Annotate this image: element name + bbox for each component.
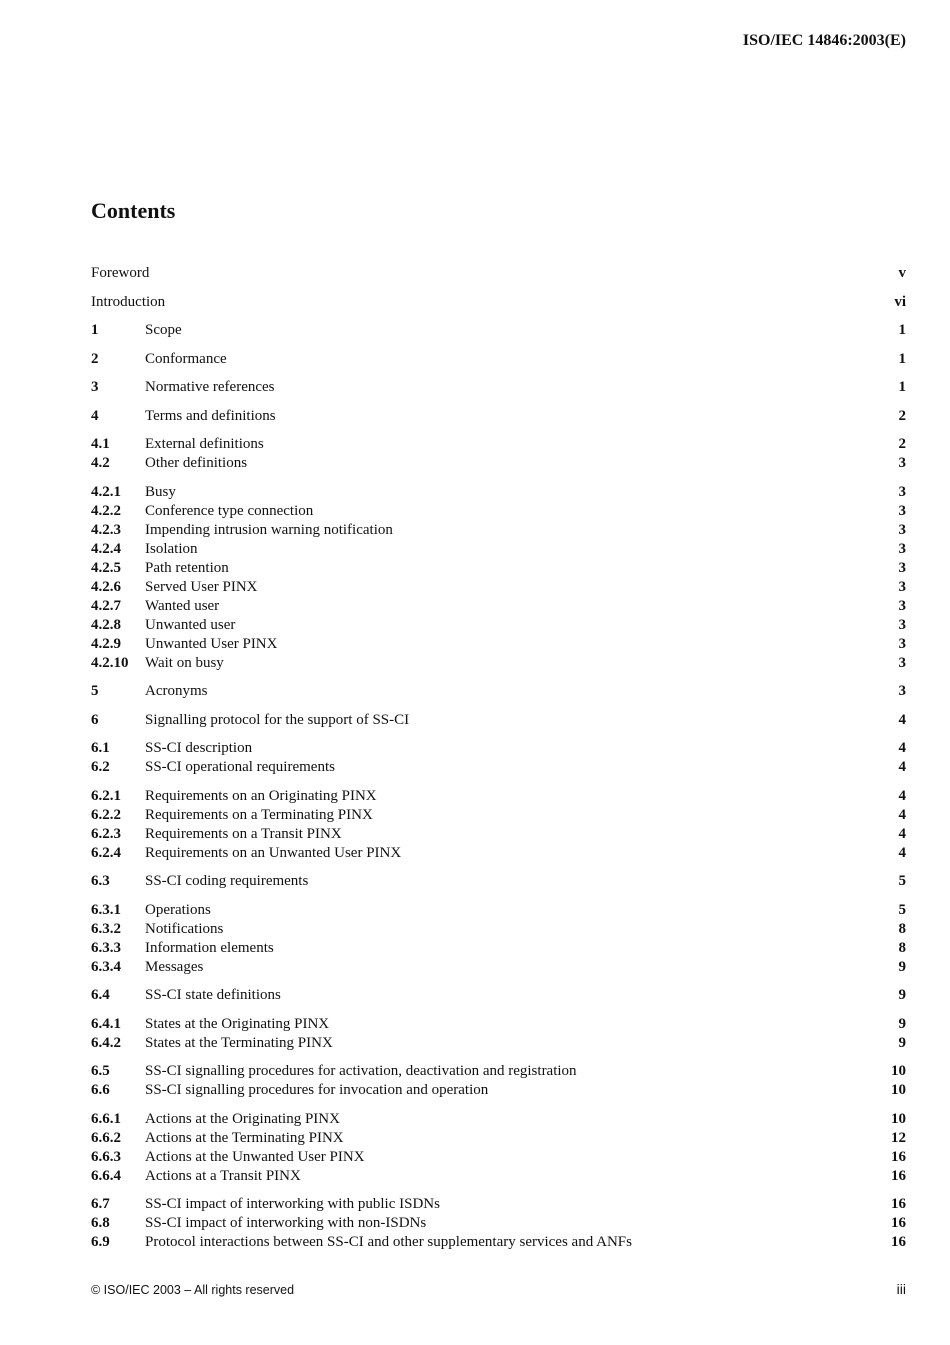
- toc-entry[interactable]: [91, 521, 906, 540]
- footer-copyright: © ISO/IEC 2003 – All rights reserved: [91, 1283, 295, 1297]
- toc-entry-title: SS-CI description: [145, 740, 253, 756]
- toc-entry-page: 8: [898, 920, 906, 937]
- toc-entry-number: 6.4.1: [91, 1015, 121, 1032]
- toc-entry-title: Signalling protocol for the support of SS-CI: [145, 711, 410, 728]
- toc-entry-title: Impending intrusion warning notification: [145, 521, 393, 538]
- toc-entry-page: 9: [898, 1034, 906, 1051]
- toc-entry-title: Busy: [145, 483, 176, 500]
- toc-entry[interactable]: [91, 559, 906, 578]
- toc-entry-number: 5: [91, 683, 99, 699]
- toc-entry-page: 2: [898, 436, 906, 452]
- toc-entry-title: Unwanted User PINX: [145, 635, 278, 652]
- toc-entry-title: SS-CI signalling procedures for activation, deactivation and registration: [145, 1063, 577, 1079]
- toc-entry-number: 4.2.2: [91, 502, 121, 519]
- toc-entry-number: 4: [91, 407, 99, 424]
- toc-entry-page: 8: [898, 939, 906, 956]
- toc-entry-number: 6.3.2: [91, 920, 121, 937]
- toc-entry[interactable]: [91, 654, 906, 673]
- toc-entry-page: 4: [898, 844, 906, 861]
- toc-entry-title: Actions at the Terminating PINX: [145, 1129, 344, 1146]
- toc-entry[interactable]: [91, 711, 906, 730]
- toc-entry-page: 3: [898, 502, 906, 519]
- toc-entry-page: 16: [891, 1215, 906, 1231]
- toc-entry[interactable]: [91, 1148, 906, 1167]
- toc-entry[interactable]: [91, 1062, 906, 1081]
- document-id-header: ISO/IEC 14846:2003(E): [742, 32, 906, 49]
- toc-entry[interactable]: [91, 597, 906, 616]
- page-title: Contents: [91, 198, 176, 223]
- toc-entry-title: Requirements on a Transit PINX: [145, 825, 342, 842]
- toc-entry-page: 3: [898, 483, 906, 500]
- toc-entry-page: 4: [898, 740, 906, 756]
- toc-entry[interactable]: [91, 540, 906, 559]
- toc-entry[interactable]: [91, 454, 906, 473]
- toc-entry-page: 16: [891, 1148, 906, 1165]
- toc-entry[interactable]: [91, 787, 906, 806]
- toc-entry-page: v: [898, 265, 906, 281]
- toc-entry-page: 2: [898, 407, 906, 424]
- toc-entry-title: Conference type connection: [145, 502, 314, 519]
- toc-entry[interactable]: [91, 1034, 906, 1053]
- toc-entry[interactable]: [91, 1167, 906, 1186]
- toc-entry-title: SS-CI impact of interworking with public ISDNs: [145, 1196, 440, 1212]
- toc-entry-number: 6.8: [91, 1215, 110, 1231]
- toc-entry[interactable]: [91, 758, 906, 777]
- toc-entry[interactable]: [91, 739, 906, 758]
- toc-entry-page: 1: [898, 379, 906, 395]
- toc-entry-number: 4.2.1: [91, 483, 121, 500]
- toc-entry-title: SS-CI operational requirements: [145, 759, 335, 775]
- toc-entry-number: 1: [91, 322, 99, 338]
- toc-entry[interactable]: [91, 350, 906, 369]
- toc-entry-page: 1: [898, 350, 906, 367]
- toc-entry-title: Notifications: [145, 920, 224, 937]
- toc-entry-title: Scope: [145, 322, 182, 338]
- toc-entry-number: 4.2.4: [91, 540, 121, 557]
- toc-entry[interactable]: [91, 378, 906, 397]
- toc-entry-page: 5: [898, 873, 906, 889]
- toc-entry[interactable]: [91, 1195, 906, 1214]
- toc-entry-title: Introduction: [91, 293, 166, 310]
- toc-entry-title: Protocol interactions between SS-CI and other supplementary services and ANFs: [145, 1234, 632, 1250]
- toc-entry-number: 6: [91, 711, 99, 728]
- toc-entry-page: 3: [898, 559, 906, 576]
- toc-entry-number: 6.3.1: [91, 901, 121, 918]
- toc-entry-page: 4: [898, 759, 906, 775]
- toc-entry[interactable]: [91, 635, 906, 654]
- toc-entry-title: Wait on busy: [145, 654, 224, 671]
- toc-entry[interactable]: [91, 1129, 906, 1148]
- toc-entry-title: Isolation: [145, 540, 198, 557]
- toc-entry[interactable]: [91, 939, 906, 958]
- toc-entry-number: 6.2.2: [91, 806, 121, 823]
- toc-entry[interactable]: [91, 264, 906, 283]
- toc-entry[interactable]: [91, 986, 906, 1005]
- toc-entry-number: 4.2.5: [91, 559, 121, 576]
- toc-entry-page: 10: [891, 1082, 906, 1098]
- toc-entry-title: Actions at the Unwanted User PINX: [145, 1148, 365, 1165]
- toc-entry[interactable]: [91, 844, 906, 863]
- toc-entry-number: 6.6: [91, 1082, 110, 1098]
- toc-entry-title: SS-CI impact of interworking with non-ISDNs: [145, 1215, 427, 1231]
- toc-entry[interactable]: [91, 1081, 906, 1100]
- toc-entry-page: 3: [898, 616, 906, 633]
- toc-entry-title: Actions at a Transit PINX: [145, 1167, 301, 1184]
- toc-entry-number: 6.3.4: [91, 958, 121, 975]
- toc-entry-title: Foreword: [91, 265, 150, 281]
- toc-entry-title: External definitions: [145, 436, 264, 452]
- toc-entry-number: 6.5: [91, 1063, 110, 1079]
- toc-entry-number: 6.2.3: [91, 825, 121, 842]
- toc-entry-title: Unwanted user: [145, 616, 236, 633]
- toc-entry[interactable]: [91, 578, 906, 597]
- toc-entry-title: States at the Terminating PINX: [145, 1034, 333, 1051]
- toc-entry-title: Messages: [145, 958, 204, 975]
- toc-entry[interactable]: [91, 407, 906, 426]
- toc-entry-page: 4: [898, 825, 906, 842]
- toc-entry-page: 12: [891, 1129, 906, 1146]
- toc-entry-title: Wanted user: [145, 597, 220, 614]
- toc-entry-page: 16: [891, 1167, 906, 1184]
- toc-entry[interactable]: [91, 958, 906, 977]
- toc-entry-number: 6.6.4: [91, 1167, 121, 1184]
- toc-entry-number: 4.2.3: [91, 521, 121, 538]
- toc-entry[interactable]: [91, 1214, 906, 1233]
- toc-entry-title: Actions at the Originating PINX: [145, 1110, 340, 1127]
- toc-entry-title: Requirements on a Terminating PINX: [145, 806, 373, 823]
- toc-entry-number: 2: [91, 350, 99, 367]
- toc-entry-title: SS-CI signalling procedures for invocation and operation: [145, 1082, 489, 1098]
- toc-entry[interactable]: [91, 1015, 906, 1034]
- toc-entry-number: 6.2.1: [91, 787, 121, 804]
- toc-entry[interactable]: [91, 1233, 906, 1252]
- toc-entry-page: 4: [898, 806, 906, 823]
- toc-entry-page: vi: [894, 293, 906, 310]
- toc-entry-title: Terms and definitions: [145, 407, 276, 424]
- toc-entry-title: Normative references: [145, 379, 275, 395]
- toc-entry-title: Requirements on an Unwanted User PINX: [145, 844, 402, 861]
- toc-entry-page: 1: [898, 322, 906, 338]
- toc-entry[interactable]: [91, 920, 906, 939]
- toc-entry[interactable]: [91, 293, 906, 312]
- toc-entry[interactable]: [91, 825, 906, 844]
- toc-entry-page: 9: [898, 958, 906, 975]
- toc-entry-number: 4.1: [91, 436, 110, 452]
- toc-entry[interactable]: [91, 806, 906, 825]
- toc-entry-title: Information elements: [145, 939, 274, 956]
- toc-entry-title: Conformance: [145, 350, 227, 367]
- toc-entry[interactable]: [91, 682, 906, 701]
- toc-entry-number: 6.3: [91, 873, 110, 889]
- toc-entry[interactable]: [91, 502, 906, 521]
- toc-entry-number: 4.2.6: [91, 578, 121, 595]
- toc-entry-page: 3: [898, 654, 906, 671]
- toc-entry[interactable]: [91, 901, 906, 920]
- toc-entry-number: 6.7: [91, 1196, 110, 1212]
- toc-entry-page: 3: [898, 455, 906, 471]
- footer-page-number: iii: [896, 1281, 906, 1297]
- toc-entry-page: 16: [891, 1196, 906, 1212]
- toc-entry-page: 3: [898, 521, 906, 538]
- toc-entry[interactable]: [91, 1110, 906, 1129]
- toc-entry-number: 6.6.3: [91, 1148, 121, 1165]
- toc-entry-page: 4: [898, 711, 906, 728]
- toc-entry-page: 4: [898, 787, 906, 804]
- table-of-contents: [91, 264, 906, 1252]
- toc-entry-number: 6.2.4: [91, 844, 121, 861]
- toc-entry-page: 10: [891, 1063, 906, 1079]
- toc-entry-number: 3: [91, 379, 99, 395]
- toc-entry[interactable]: [91, 616, 906, 635]
- toc-entry-number: 4.2.10: [91, 654, 129, 671]
- toc-entry-number: 6.1: [91, 740, 110, 756]
- toc-entry-title: Operations: [145, 901, 211, 918]
- toc-entry-page: 3: [898, 597, 906, 614]
- toc-entry-page: 3: [898, 540, 906, 557]
- toc-entry-number: 4.2.8: [91, 616, 121, 633]
- toc-entry-title: SS-CI coding requirements: [145, 873, 309, 889]
- toc-entry-title: Served User PINX: [145, 578, 258, 595]
- toc-entry-page: 10: [891, 1110, 906, 1127]
- toc-entry-page: 3: [898, 578, 906, 595]
- toc-entry[interactable]: [91, 483, 906, 502]
- toc-entry-page: 3: [898, 683, 906, 699]
- toc-entry-page: 5: [898, 901, 906, 918]
- toc-entry-number: 6.4.2: [91, 1034, 121, 1051]
- toc-entry-title: Path retention: [145, 559, 229, 576]
- toc-entry[interactable]: [91, 321, 906, 340]
- toc-entry-title: States at the Originating PINX: [145, 1015, 330, 1032]
- toc-entry-title: Requirements on an Originating PINX: [145, 787, 377, 804]
- toc-entry-number: 6.4: [91, 987, 110, 1003]
- toc-entry-number: 4.2: [91, 455, 110, 471]
- toc-entry-number: 6.3.3: [91, 939, 121, 956]
- toc-entry-title: SS-CI state definitions: [145, 987, 281, 1003]
- toc-entry-page: 3: [898, 635, 906, 652]
- toc-entry-page: 16: [891, 1234, 906, 1250]
- toc-entry-page: 9: [898, 1015, 906, 1032]
- toc-entry-number: 6.9: [91, 1234, 110, 1250]
- toc-entry-page: 9: [898, 987, 906, 1003]
- toc-entry-number: 6.6.2: [91, 1129, 121, 1146]
- toc-entry[interactable]: [91, 435, 906, 454]
- toc-entry-title: Other definitions: [145, 455, 248, 471]
- toc-entry-number: 6.2: [91, 759, 110, 775]
- toc-entry[interactable]: [91, 872, 906, 891]
- toc-entry-number: 4.2.7: [91, 597, 121, 614]
- toc-entry-number: 4.2.9: [91, 635, 121, 652]
- toc-entry-title: Acronyms: [145, 683, 208, 699]
- toc-entry-number: 6.6.1: [91, 1110, 121, 1127]
